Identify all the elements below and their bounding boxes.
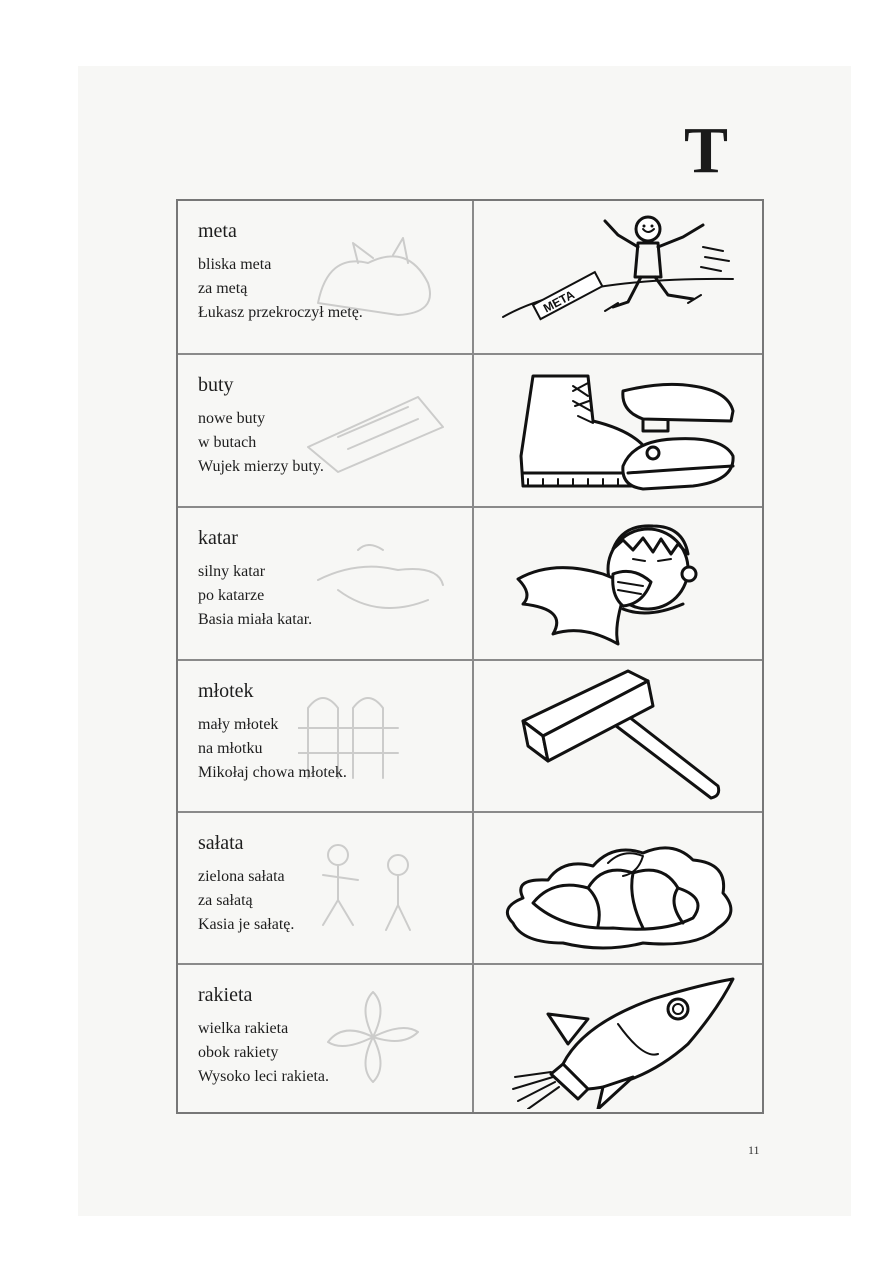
page-number: 11 [748, 1143, 760, 1157]
picture-cell [474, 508, 762, 659]
faded-children-illustration [298, 835, 448, 935]
entry-phrase: za sałatą [198, 892, 253, 909]
text-cell [178, 508, 474, 659]
entry-phrase: obok rakiety [198, 1044, 279, 1061]
vocabulary-table [176, 199, 764, 1114]
faded-mat-illustration [298, 377, 448, 477]
hammer-icon [493, 666, 743, 806]
entry-phrase: za metą [198, 280, 248, 297]
faded-flower-illustration [298, 987, 448, 1087]
picture-cell [474, 661, 762, 811]
entry-phrase: w butach [198, 434, 257, 451]
entry-phrase: nowe buty [198, 410, 266, 427]
picture-cell [474, 355, 762, 506]
entry-phrase: Łukasz przekroczył metę. [198, 304, 363, 321]
shoes-icon [493, 361, 743, 501]
entry-word: rakieta [198, 984, 253, 1006]
entry-phrase: bliska meta [198, 256, 272, 273]
entry-word: meta [198, 220, 237, 242]
entry-phrase: Wujek mierzy buty. [198, 458, 324, 475]
table-row [178, 963, 762, 1112]
entry-phrase: na młotku [198, 740, 263, 757]
table-row [178, 201, 762, 353]
page-letter-heading: T [684, 114, 729, 187]
entry-phrase: Mikołaj chowa młotek. [198, 764, 347, 781]
picture-cell [474, 965, 762, 1112]
lettuce-icon [493, 818, 743, 958]
table-row [178, 353, 762, 506]
entry-phrase: silny katar [198, 563, 266, 580]
entry-word: katar [198, 527, 238, 549]
picture-cell [474, 201, 762, 353]
entry-phrase: po katarze [198, 587, 265, 604]
entry-phrase: zielona sałata [198, 868, 285, 885]
entry-word: sałata [198, 832, 244, 854]
rocket-icon [493, 969, 743, 1109]
entry-phrase: wielka rakieta [198, 1020, 289, 1037]
running-boy-icon [493, 207, 743, 347]
entry-phrase: mały młotek [198, 716, 279, 733]
table-row [178, 659, 762, 811]
text-cell [178, 965, 474, 1112]
table-row [178, 506, 762, 659]
faded-bird-illustration [298, 530, 448, 630]
entry-word: buty [198, 374, 234, 396]
boy-with-handkerchief-icon [493, 514, 743, 654]
entry-phrase: Basia miała katar. [198, 611, 313, 628]
entry-phrase: Kasia je sałatę. [198, 916, 295, 933]
entry-phrase: Wysoko leci rakieta. [198, 1068, 329, 1085]
text-cell [178, 661, 474, 811]
faded-fence-illustration [298, 683, 448, 783]
text-cell [178, 201, 474, 353]
faded-cat-illustration [298, 223, 448, 323]
text-cell [178, 355, 474, 506]
finish-sign-text: META [541, 287, 577, 316]
entry-word: młotek [198, 680, 254, 702]
text-cell [178, 813, 474, 963]
picture-cell [474, 813, 762, 963]
table-row [178, 811, 762, 963]
